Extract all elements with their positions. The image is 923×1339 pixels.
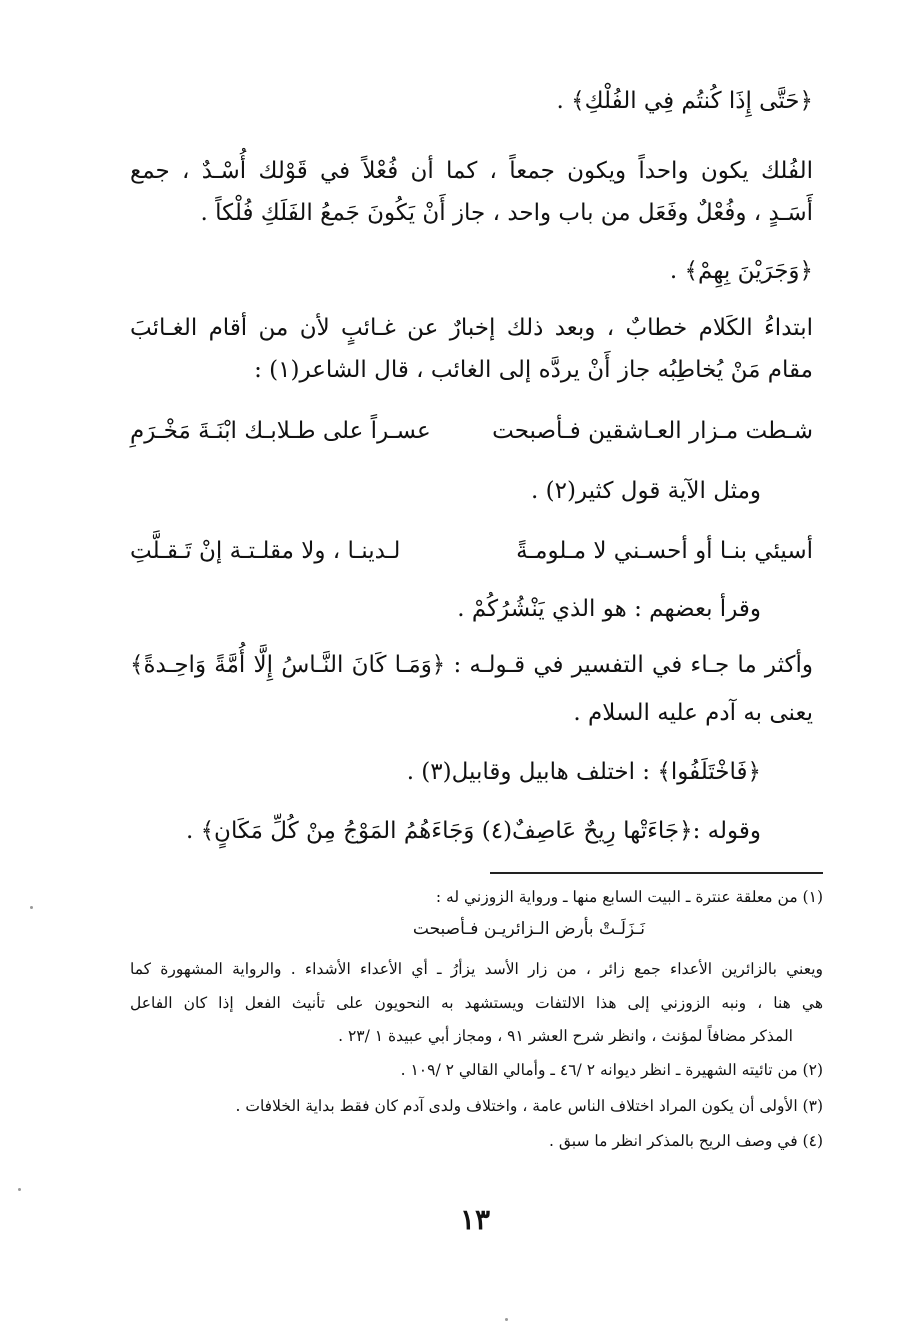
footnote-1-verse: نَـزَلَـتْ بأرض الـزائريـن فـأصبحت bbox=[412, 919, 645, 939]
quran-verse-line: ﴿فَاخْتَلَفُوا﴾ : اختلف هابيل وقابيل(٣) . bbox=[406, 759, 761, 785]
verse-hemistich-left: لـدينـا ، ولا مقلـتـة إنْ تَـقـلَّتِ bbox=[130, 538, 401, 564]
paragraph-line: وقرأ بعضهم : هو الذي يَنْشُرُكُمْ . bbox=[457, 596, 761, 622]
paragraph-line: ومثل الآية قول كثير(٢) . bbox=[530, 478, 761, 504]
scan-speck bbox=[30, 906, 33, 909]
paragraph-line: وقوله :﴿جَاءَتْها رِيحٌ عَاصِفٌ(٤) وَجَاءَهُمُ المَوْجُ مِنْ كُلِّ مَكَانٍ﴾ . bbox=[185, 818, 761, 844]
footnote-1-text: المذكر مضافاً لمؤنث ، وانظر شرح العشر ٩١ ، ومجاز أبي عبيدة ١ /٢٣ . bbox=[338, 1027, 793, 1045]
paragraph-line: الفُلك يكون واحداً ويكون جمعاً ، كما أن فُعْلاً في قَوْلك أُسْـدٌ ، جمع bbox=[130, 158, 813, 184]
footnote-1-text: هي هنا ، ونبه الزوزني إلى هذا الالتفات ويستشهد به النحويون على تأنيث الفعل إذا كان الفاعل bbox=[130, 994, 823, 1012]
paragraph-line: وأكثر ما جـاء في التفسير في قـولـه : ﴿وَمَـا كَانَ النَّـاسُ إِلَّا أُمَّةً وَاحِـدةً﴾ bbox=[130, 652, 813, 678]
paragraph-line: يعنى به آدم عليه السلام . bbox=[573, 700, 813, 726]
page-number: ١٣ bbox=[459, 1203, 491, 1236]
paragraph-line: ابتداءُ الكَلام خطابٌ ، وبعد ذلك إخبارٌ عن غـائبٍ لأن من أقام الغـائبَ bbox=[130, 315, 813, 341]
paragraph-line: مقام مَنْ يُخاطِبُه جاز أَنْ يردَّه إلى الغائب ، قال الشاعر(١) : bbox=[254, 357, 813, 383]
quran-verse-line: ﴿وَجَرَيْنَ بِهِمْ﴾ . bbox=[669, 258, 813, 284]
verse-hemistich-right: أسيئي بنـا أو أحسـني لا مـلومـةً bbox=[516, 538, 813, 564]
footnote-2: (٢) من تائيته الشهيرة ـ انظر ديوانه ٢ /٤٦ ـ وأمالي القالي ٢ /١٠٩ . bbox=[400, 1061, 823, 1079]
footnote-3: (٣) الأولى أن يكون المراد اختلاف الناس عامة ، واختلاف ولدى آدم كان فقط بداية الخلافات . bbox=[235, 1097, 823, 1115]
scan-speck bbox=[18, 1188, 21, 1191]
scan-speck bbox=[505, 1318, 508, 1321]
quran-verse-line: ﴿حَتَّى إِذَا كُنتُم فِي الفُلْكِ﴾ . bbox=[556, 88, 813, 114]
verse-hemistich-left: عسـراً على طـلابـك ابْنَـةَ مَخْـرَمِ bbox=[130, 418, 431, 444]
footnote-1-text: ويعني بالزائرين الأعداء جمع زائر ، من زار الأسد يزأرُ ـ أي الأعداء الأشداء . والرواية المشهورة كما bbox=[130, 960, 823, 978]
paragraph-line: أَسَـدٍ ، وفُعْلٌ وفَعَل من باب واحد ، جاز أَنْ يَكُونَ جَمعُ الفَلَكِ فُلْكاً . bbox=[200, 200, 813, 226]
footnote-4: (٤) في وصف الريح بالمذكر انظر ما سبق . bbox=[549, 1132, 823, 1150]
footnote-separator bbox=[490, 872, 823, 874]
verse-hemistich-right: شـطت مـزار العـاشقين فـأصبحت bbox=[492, 418, 813, 444]
footnote-1: (١) من معلقة عنترة ـ البيت السابع منها ـ ورواية الزوزني له : bbox=[435, 888, 823, 906]
